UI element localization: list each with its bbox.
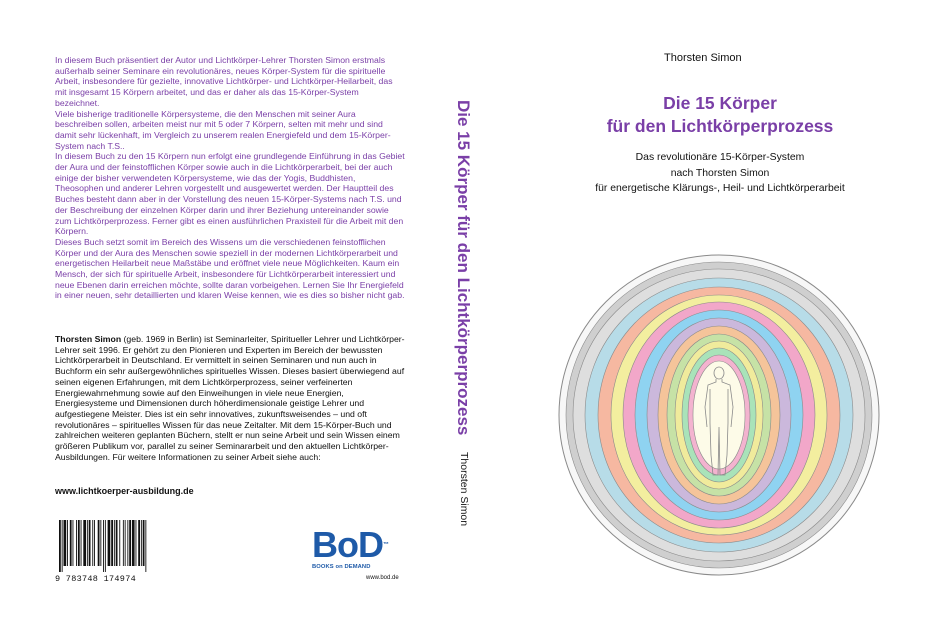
barcode-bar [103, 520, 104, 572]
barcode-bar [59, 520, 61, 572]
barcode-bar [87, 520, 88, 566]
blurb-paragraph: In diesem Buch präsentiert der Autor und Lichtkörper-Lehrer Thorsten Simon erstmals außerhalb seiner Seminare ein revolutionäres, neues Körper-System für die spirituelle Arbeit, insbesondere für gezielte, innovative Lichtkörper- und Lichtkörper-Heilarbeit, das mit insgesamt 15 Körpern arbeitet, und das er daher als das 15-Körper-System bezeichnet. [55, 55, 393, 108]
barcode-bar [81, 520, 82, 566]
book-title [560, 92, 880, 138]
publisher-logo-text: BoD [312, 524, 383, 565]
barcode-bar [67, 520, 68, 566]
barcode-bar [100, 520, 101, 566]
publisher-logo [312, 524, 392, 570]
barcode-bar [145, 520, 146, 572]
barcode-bar [119, 520, 120, 566]
bio-name: Thorsten Simon [55, 334, 122, 344]
barcode-bar [105, 520, 106, 572]
barcode-bar [94, 520, 95, 566]
barcode-bar [116, 520, 118, 566]
title-line: Die 15 Körper [663, 93, 777, 113]
blurb-paragraph: In diesem Buch zu den 15 Körpern nun erfolgt eine grundlegende Einführung in das Gebiet der Aura und der feinstofflichen Körper sowie auch in die Lichtkörperarbeit, bei der auch einige der bisher verwendeten Körpersysteme, wie das der Yogis, Buddhisten, Theosophen und anderer Lehren vorgestellt und ausgewertet werden. Der Hauptteil des Buches besteht dann aber in der Vorstellung des neuen 15-Körper-Systems nach T.S. und der Beschreibung der einzelnen Körper darin und ihrer Beziehung untereinander sowie zum Lichtkörperprozess. Ferner gibt es einen ausführlichen Praxisteil für die Arbeit mit den Körpern. [55, 151, 405, 237]
publisher-url: www.bod.de [366, 575, 399, 581]
barcode-bar [98, 520, 100, 566]
barcode-bar [132, 520, 135, 566]
blurb-paragraph: Viele bisherige traditionelle Körpersysteme, die den Menschen mit seiner Aura beschreiben sollen, arbeiten meist nur mit 5 oder 7 Körpern, selten mit mehr und sind damit sehr lückenhaft, im Vergleich zu unserem realen Energiefeld und dem 15-Körper-System nach T.S.. [55, 108, 391, 151]
spine-author: Thorsten Simon [458, 452, 470, 527]
barcode-bar [143, 520, 145, 566]
aura-illustration [557, 225, 882, 605]
publisher-tagline: BOOKS on DEMAND [312, 564, 371, 570]
barcode-bar [125, 520, 126, 566]
subtitle-line: Das revolutionäre 15-Körper-System [635, 152, 805, 163]
barcode-bar [127, 520, 128, 566]
barcode-bar [76, 520, 77, 566]
barcode-bar [114, 520, 115, 566]
barcode-bar [141, 520, 142, 566]
barcode-bar [73, 520, 74, 566]
back-blurb [55, 55, 405, 301]
isbn-digits: 9 783748 174974 [55, 574, 137, 584]
barcode-bar [70, 520, 72, 566]
barcode-bar [136, 520, 137, 566]
spine-title: Die 15 Körper für den Lichtkörperprozess [454, 100, 473, 436]
book-subtitle [560, 150, 880, 197]
blurb-paragraph: Dieses Buch setzt somit im Bereich des Wissens um die verschiedenen feinstofflichen Körper und der Aura des Menschen sowie speziell in der modernen Lichtkörperarbeit und energetischen Heilarbeit neue Maßstäbe und eröffnet viele neue Möglichkeiten. Kaum ein Mensch, der sich für spirituelle Arbeit, insbesondere für Lichtkörperarbeit interessiert und neue Ebenen darin erreichen möchte, sollte daran vorbeigehen. Lernen Sie Ihr Energiefeld in einer neuen, sehr detaillierten und klaren Weise kennen, wie es dies so bisher nicht gab. [55, 236, 405, 301]
aura-ring [693, 361, 745, 469]
barcode-bar [62, 520, 63, 572]
website-link[interactable]: www.lichtkoerper-ausbildung.de [55, 486, 194, 496]
barcode-bar [123, 520, 124, 566]
barcode-bar [78, 520, 80, 566]
barcode-bar [108, 520, 111, 566]
subtitle-line: für energetische Klärungs-, Heil- und Lichtkörperarbeit [595, 183, 845, 194]
barcode-bar [83, 520, 86, 566]
bio-text: (geb. 1969 in Berlin) ist Seminarleiter, Spiritueller Lehrer und Lichtkörper-Lehrer seit 1996. Er gehört zu den Pionieren und Experten im Bereich der bewussten Lichtkörperarbeit in Deutschland. Er vermittelt in seinen Seminaren und nun auch in Buchform ein sehr außergewöhnliches spirituelles Wissen. Dieses basiert überwiegend auf seinen eigenen Erfahrungen, mit dem Lichtkörperprozess, seiner verfeinerten Energiewahrnehmung sowie auf den Einweihungen in viele neue Energien, Energiesysteme und Dimensionen durch höherdimensionale geistige Lehrer und aufgestiegene Meister. Dies ist ein sehr innovatives, zukunftsweisendes – und oft revolutionäres – spirituelles Wissen für das neue Zeitalter. Mit dem 15-Körper-Buch und zahlreichen weiteren geplanten Büchern, stellt er nun seine Arbeit und sein Wissen einem größeren Publikum vor, parallel zu seiner Seminararbeit und den aktuellen Lichtkörper-Ausbildungen. Für weitere Informationen zu seiner Arbeit siehe auch: [55, 334, 405, 462]
front-author: Thorsten Simon [664, 52, 742, 64]
title-line: für den Lichtkörperprozess [606, 116, 834, 136]
barcode-bar [92, 520, 93, 566]
barcode-bar [89, 520, 91, 566]
subtitle-line: nach Thorsten Simon [670, 167, 770, 179]
barcode-bar [129, 520, 131, 566]
barcode-bar [138, 520, 140, 566]
barcode-graphic [55, 520, 175, 572]
publisher-trademark: ™ [383, 542, 388, 548]
barcode-bar [64, 520, 67, 566]
author-bio [55, 334, 405, 462]
aura-rings [557, 225, 882, 605]
barcode-bar [111, 520, 113, 566]
